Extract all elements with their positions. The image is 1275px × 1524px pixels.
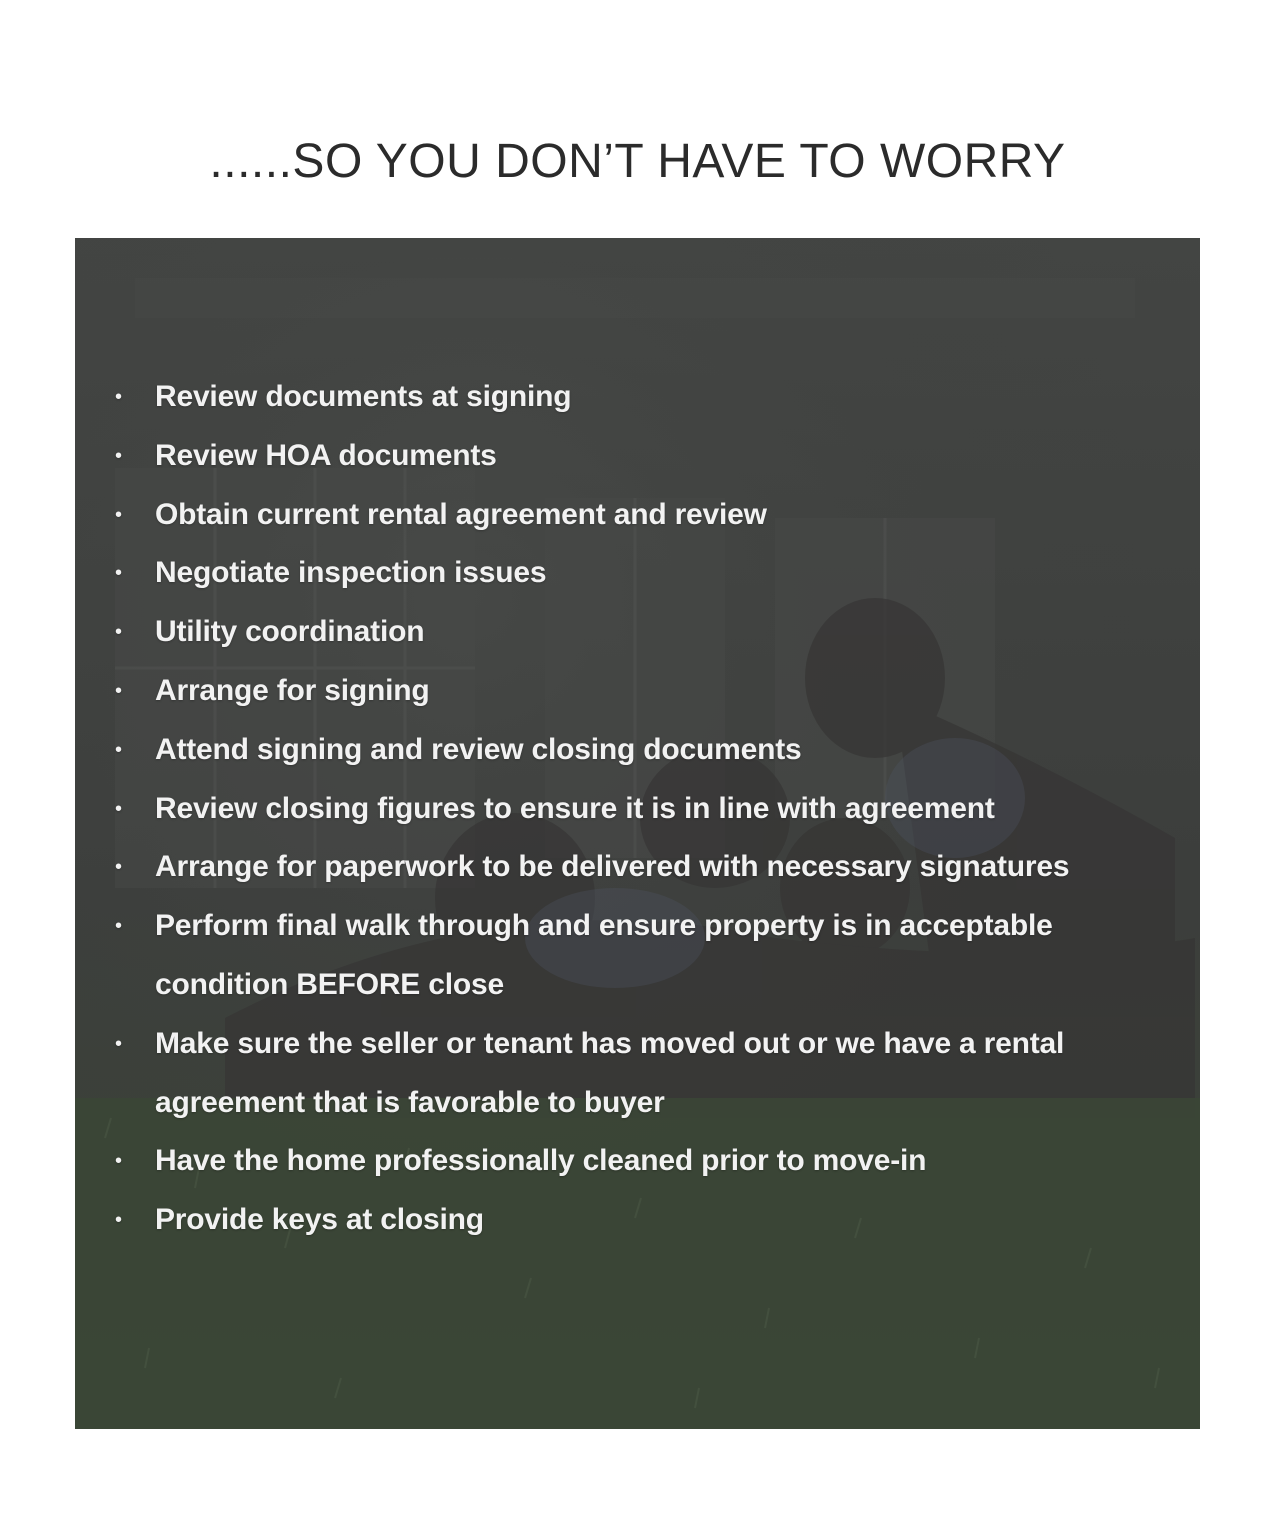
list-item	[115, 721, 1175, 780]
bullet-icon: •	[115, 738, 122, 761]
page-title: ......SO YOU DON’T HAVE TO WORRY	[209, 135, 1066, 189]
bullet-icon: •	[115, 1032, 122, 1055]
bullet-icon: •	[115, 444, 122, 467]
checklist	[115, 368, 1175, 1250]
list-item	[115, 897, 1175, 1015]
bullet-icon: •	[115, 856, 122, 879]
list-item-text: Utility coordination	[155, 615, 425, 649]
list-item	[115, 1132, 1175, 1191]
bullet-icon: •	[115, 797, 122, 820]
list-item-text: Negotiate inspection issues	[155, 556, 547, 590]
list-item-text: Perform final walk through and ensure property is in acceptable condition BEFORE close	[155, 909, 1053, 1001]
list-item	[115, 1015, 1175, 1133]
list-item-text: Have the home professionally cleaned prior to move-in	[155, 1144, 927, 1178]
list-item	[115, 544, 1175, 603]
bullet-icon: •	[115, 1150, 122, 1173]
bullet-icon: •	[115, 1209, 122, 1232]
bullet-icon: •	[115, 679, 122, 702]
list-item-text: Obtain current rental agreement and review	[155, 497, 767, 531]
bullet-icon: •	[115, 503, 122, 526]
bullet-icon: •	[115, 562, 122, 585]
list-item	[115, 662, 1175, 721]
bullet-icon: •	[115, 621, 122, 644]
checklist-panel	[75, 238, 1200, 1429]
list-item-text: Review closing figures to ensure it is in line with agreement	[155, 791, 995, 825]
list-item-text: Attend signing and review closing documents	[155, 732, 802, 766]
bullet-icon: •	[115, 386, 122, 408]
bullet-icon: •	[115, 915, 122, 938]
list-item	[115, 368, 1175, 427]
list-item	[115, 486, 1175, 545]
list-item-text: Arrange for signing	[155, 673, 430, 707]
list-item-text: Review documents at signing	[155, 380, 572, 413]
list-item	[115, 1191, 1175, 1250]
list-item-text: Provide keys at closing	[155, 1203, 484, 1237]
list-item	[115, 838, 1175, 897]
list-item	[115, 780, 1175, 839]
list-item	[115, 427, 1175, 486]
list-item	[115, 603, 1175, 662]
list-item-text: Arrange for paperwork to be delivered with necessary signatures	[155, 850, 1070, 884]
list-item-text: Review HOA documents	[155, 438, 497, 472]
list-item-text: Make sure the seller or tenant has moved out or we have a rental agreement that is favorable to buyer	[155, 1026, 1065, 1119]
